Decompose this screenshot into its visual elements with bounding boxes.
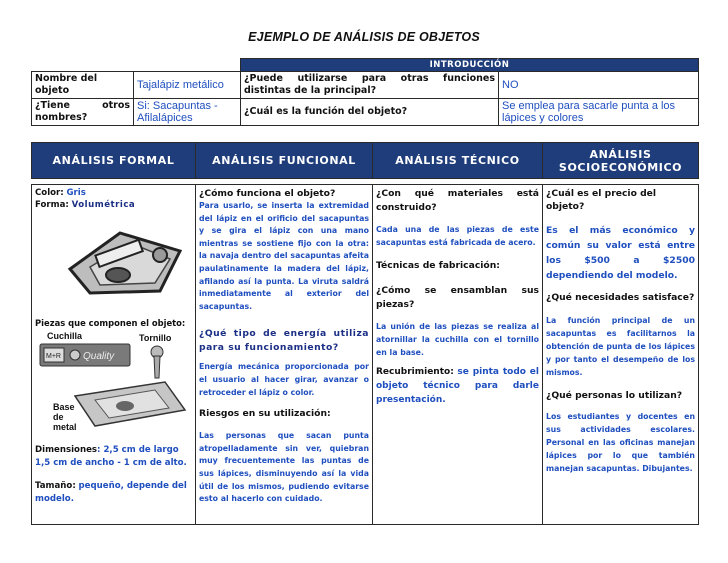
sharpener-illustration [60, 221, 190, 301]
socio-q3: ¿Qué personas lo utilizan? [546, 390, 683, 401]
color-label: Color: [35, 188, 64, 198]
analysis-table [31, 142, 699, 525]
forma-label: Forma: [35, 200, 69, 210]
function-answer: Se emplea para sacarle punta a los lápices y colores [499, 99, 699, 126]
funcional-a3: Las personas que sacan punta atropelladamente sin ver, quiebran muy frecuentemente las puntas de sus lápices, disminuyendo así la vida útil de los mismos, pudiendo evitarse esto al hacerlo con cuidado. [199, 431, 369, 504]
base-label: Base de metal [53, 402, 77, 432]
funcional-a1: Para usarlo, se inserta la extremidad del lápiz en el orificio del sacapuntas y se gira el lápiz con una mano mientras se sostiene fijo con la otra: la navaja dentro del sacapuntas afeita paulatinamente la madera del lápiz, afilando así la punta. La viruta saldrá inmediatamente al exterior del sacapuntas. [199, 201, 369, 311]
funcional-cell [196, 185, 373, 525]
tornillo-label: Tornillo [139, 333, 172, 343]
socio-a3: Los estudiantes y docentes en sus actividades escolares. Personal en las oficinas manejan lápices por lo que también manejan sacapuntas. Dibujantes. [546, 412, 695, 473]
socio-a1: Es el más económico y común su valor está entre los $500 a $2500 dependiendo del modelo. [546, 225, 695, 281]
intro-table [31, 58, 699, 126]
cuchilla-label: Cuchilla [47, 331, 83, 341]
dimensiones-label: Dimensiones [35, 445, 98, 455]
socio-a2: La función principal de un sacapuntas es facilitarnos la obtención de punta de los lápices y por tanto el desempeño de los mismos. [546, 316, 695, 377]
question-other-uses: ¿Puede utilizarse para otras funciones distintas de la principal? [241, 72, 499, 99]
funcional-q1: ¿Cómo funciona el objeto? [199, 188, 336, 199]
header-formal: ANÁLISIS FORMAL [32, 143, 196, 179]
quality-text: Quality [83, 351, 115, 362]
socio-q1: ¿Cuál es el precio del objeto? [546, 188, 657, 212]
socio-q2: ¿Qué necesidades satisface? [546, 292, 695, 303]
piezas-label: Piezas que componen el objeto: [35, 318, 186, 328]
other-uses-answer: NO [499, 72, 699, 99]
color-value: Gris [66, 188, 86, 198]
other-names-value: Si: Sacapuntas - Afilalápices [134, 99, 241, 126]
dimensiones-value: : 2,5 cm de largo 1,5 cm de ancho - 1 cm de alto. [35, 445, 187, 468]
header-funcional: ANÁLISIS FUNCIONAL [196, 143, 373, 179]
tecnico-a3: La unión de las piezas se realiza al atornillar la cuchilla con el tornillo en la base. [376, 322, 539, 357]
forma-value: Volumétrica [71, 200, 136, 210]
tecnico-q4: Recubrimiento: [376, 367, 454, 377]
socio-cell [543, 185, 699, 525]
funcional-a2: Energía mecánica proporcionada por el usuario al hacer girar, avanzar o retroceder el lápiz o color. [199, 362, 369, 397]
tamano-label: Tamaño: [35, 481, 76, 491]
tecnico-a4: se pinta todo el objeto técnico para darle presentación. [376, 367, 539, 405]
tecnico-q3: ¿Cómo se ensamblan sus piezas? [376, 285, 539, 310]
tamano-value: pequeño, depende del modelo. [35, 481, 187, 504]
tecnico-q1: ¿Con qué materiales está construido? [376, 188, 539, 213]
other-names-label: ¿Tiene otros nombres? [32, 99, 134, 126]
tecnico-a1: Cada una de las piezas de este sacapuntas está fabricada de acero. [376, 225, 539, 247]
tecnico-q2: Técnicas de fabricación: [376, 260, 500, 271]
svg-text:M+R: M+R [46, 353, 61, 360]
formal-cell [32, 185, 196, 525]
header-socio: ANÁLISIS SOCIOECONÓMICO [543, 143, 699, 179]
funcional-q3: Riesgos en su utilización: [199, 408, 331, 420]
intro-header: INTRODUCCIÓN [241, 59, 699, 72]
function-question: ¿Cuál es la función del objeto? [241, 99, 499, 126]
funcional-q2: ¿Qué tipo de energía utiliza para su funcionamiento? [199, 328, 369, 354]
tecnico-cell [373, 185, 543, 525]
header-tecnico: ANÁLISIS TÉCNICO [373, 143, 543, 179]
object-name-value: Tajalápiz metálico [134, 72, 241, 99]
page-title: EJEMPLO DE ANÁLISIS DE OBJETOS [248, 30, 480, 44]
object-name-label: Nombre del objeto [32, 72, 134, 99]
parts-illustration [35, 330, 192, 442]
